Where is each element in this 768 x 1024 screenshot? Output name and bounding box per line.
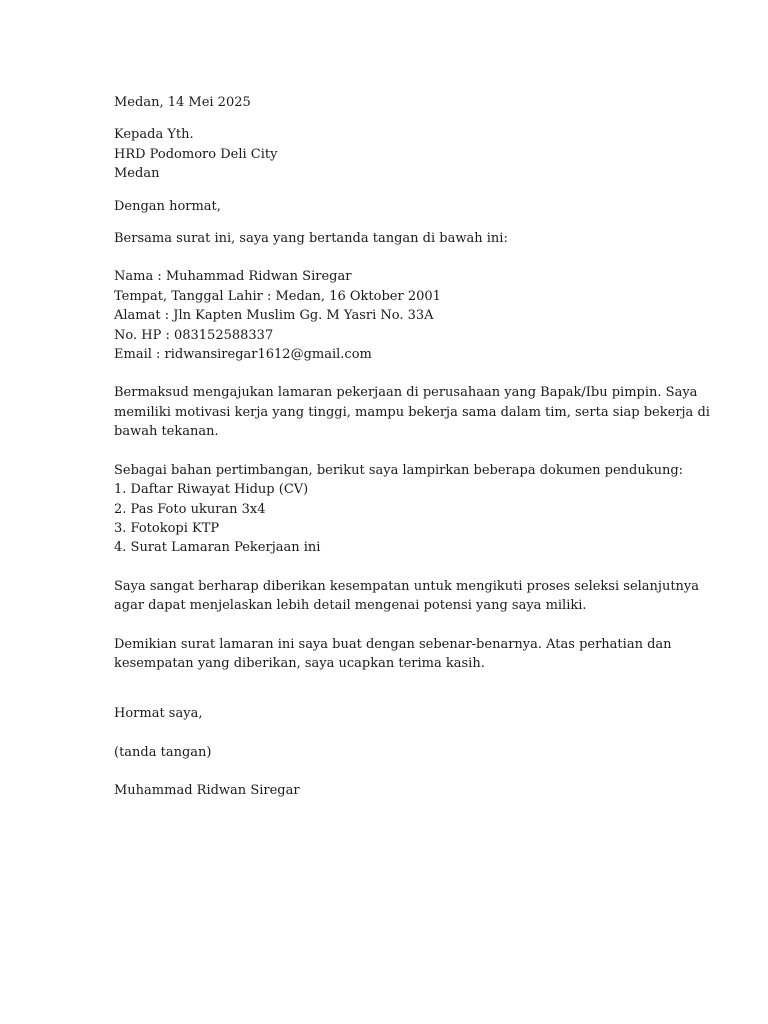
- purpose-line-3: bawah tekanan.: [114, 424, 219, 440]
- detail-birth: Tempat, Tanggal Lahir : Medan, 16 Oktober 2001: [114, 288, 441, 304]
- hope-line-2: agar dapat menjelaskan lebih detail mengenai potensi yang saya miliki.: [114, 598, 587, 614]
- closing-paragraph: [114, 635, 672, 674]
- recipient-line-3: Medan: [114, 166, 160, 182]
- detail-name: Nama : Muhammad Ridwan Siregar: [114, 269, 352, 285]
- attachment-item: 1. Daftar Riwayat Hidup (CV): [114, 482, 309, 498]
- letter-body: [114, 93, 710, 801]
- purpose-line-2: memiliki motivasi kerja yang tinggi, mampu bekerja sama dalam tim, serta siap bekerja di: [114, 404, 710, 420]
- purpose-line-1: Bermaksud mengajukan lamaran pekerjaan di perusahaan yang Bapak/Ibu pimpin. Saya: [114, 385, 698, 401]
- closing-greeting: Hormat saya,: [114, 706, 203, 722]
- letter-date: Medan, 14 Mei 2025: [114, 95, 251, 110]
- hope-paragraph: [114, 577, 700, 616]
- recipient-line-2: HRD Podomoro Deli City: [114, 146, 278, 162]
- attachments-intro: Sebagai bahan pertimbangan, berikut saya lampirkan beberapa dokumen pendukung:: [114, 462, 684, 478]
- detail-phone: No. HP : 083152588337: [114, 327, 274, 343]
- salutation: Dengan hormat,: [114, 198, 221, 214]
- attachment-item: 2. Pas Foto ukuran 3x4: [114, 501, 266, 517]
- closing-line-1: Demikian surat lamaran ini saya buat dengan sebenar-benarnya. Atas perhatian dan: [114, 636, 672, 652]
- signature-placeholder: (tanda tangan): [114, 744, 212, 760]
- sender-name: Muhammad Ridwan Siregar: [114, 783, 300, 799]
- closing-line-2: kesempatan yang diberikan, saya ucapkan terima kasih.: [114, 655, 485, 671]
- hope-line-1: Saya sangat berharap diberikan kesempatan untuk mengikuti proses seleksi selanjutnya: [114, 578, 700, 594]
- attachment-item: 3. Fotokopi KTP: [114, 520, 220, 536]
- recipient-block: [114, 125, 659, 183]
- purpose-paragraph: [114, 383, 710, 441]
- personal-details: [114, 267, 659, 364]
- recipient-line-1: Kepada Yth.: [114, 127, 194, 143]
- detail-email: Email : ridwansiregar1612@gmail.com: [114, 347, 372, 363]
- intro-paragraph: Bersama surat ini, saya yang bertanda tangan di bawah ini:: [114, 231, 508, 247]
- detail-address: Alamat : Jln Kapten Muslim Gg. M Yasri No. 33A: [114, 308, 434, 324]
- attachments-section: [114, 461, 684, 558]
- attachment-item: 4. Surat Lamaran Pekerjaan ini: [114, 540, 321, 556]
